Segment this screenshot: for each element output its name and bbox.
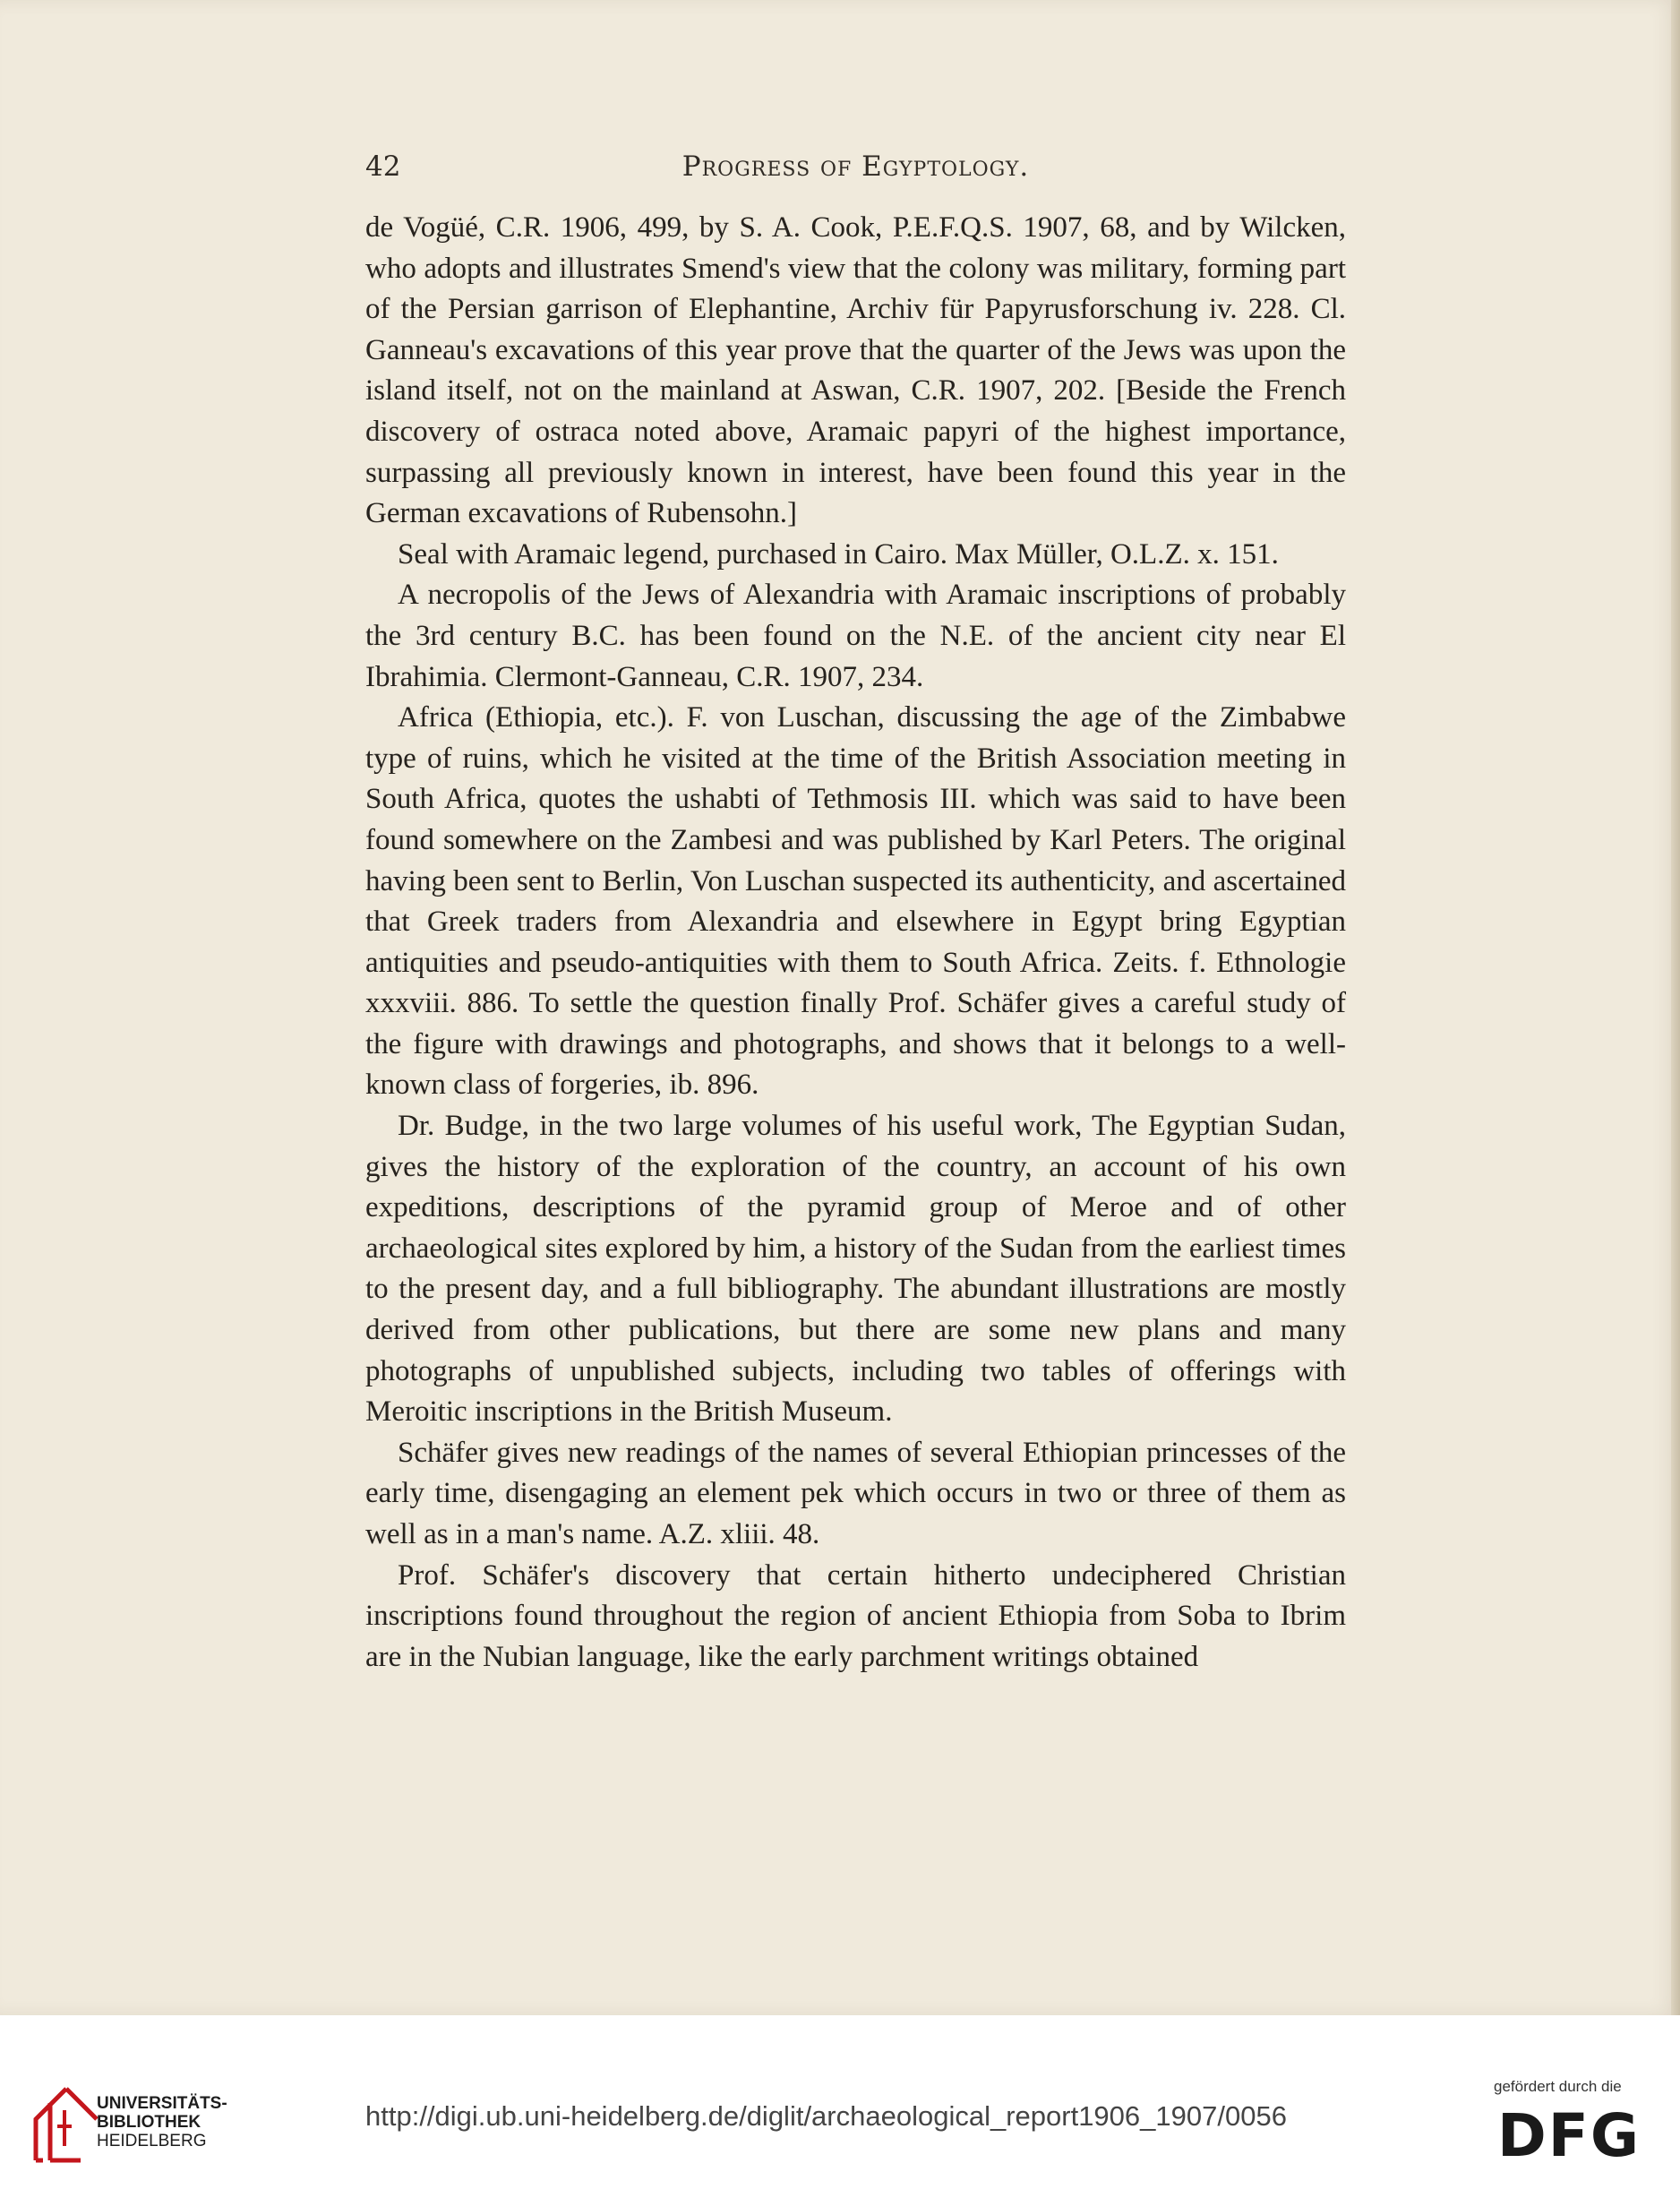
paragraph: A necropolis of the Jews of Alexandria with Aramaic inscriptions of probably the 3rd century B.C. has been found on the N.E. of the ancient city near El Ibrahimia. Clermont-Ganneau, C.R. 1907, 234.: [365, 579, 1346, 693]
library-name: [97, 2094, 227, 2150]
library-name-line: BIBLIOTHEK: [97, 2113, 201, 2132]
source-url-link[interactable]: http://digi.ub.uni-heidelberg.de/diglit/archaeological_report1906_1907/0056: [365, 2100, 1287, 2132]
paragraph: Seal with Aramaic legend, purchased in Cairo. Max Müller, O.L.Z. x. 151.: [398, 537, 1279, 571]
paragraph: Africa (Ethiopia, etc.). F. von Luschan, discussing the age of the Zimbabwe type of ruins, which he visited at the time of the British Association meeting in South Africa, quotes the ushabti of Tethmosis III. which was said to have been found somewhere on the Zambesi and was published by Karl Peters. The original having been sent to Berlin, Von Luschan suspected its authenticity, and ascertained that Greek traders from Alexandria and elsewhere in Egypt bring Egyptian antiquities and pseudo-antiquities with them to South Africa. Zeits. f. Ethnologie xxxviii. 886. To settle the question finally Prof. Schäfer gives a careful study of the figure with drawings and photographs, and shows that it belongs to a well-known class of forgeries, ib. 896.: [365, 701, 1346, 1102]
running-head-title: Progress of Egyptology.: [681, 150, 1030, 183]
page-number: 42: [365, 150, 401, 183]
library-name-line: HEIDELBERG: [97, 2132, 207, 2150]
dfg-logo: DFG: [1497, 2101, 1641, 2170]
running-head: [365, 147, 1346, 186]
paragraph: Prof. Schäfer's discovery that certain hitherto undeciphered Christian inscriptions found throughout the region of ancient Ethiopia from Soba to Ibrim are in the Nubian language, like the early parchment writings obtained: [365, 1558, 1346, 1673]
page-edge: [1671, 0, 1680, 2015]
paragraph: Schäfer gives new readings of the names of several Ethiopian princesses of the early time, disengaging an element pek which occurs in two or three of them as well as in a man's name. A.Z. xliii. 48.: [365, 1436, 1346, 1550]
body-text: [365, 208, 1346, 1678]
paragraph: de Vogüé, C.R. 1906, 499, by S. A. Cook, P.E.F.Q.S. 1907, 68, and by Wilcken, who adopts and illustrates Smend's view that the colony was military, forming part of the Persian garrison of Elephantine, Archiv für Papyrusforschung iv. 228. Cl. Ganneau's excavations of this year prove that the quarter of the Jews was upon the island itself, not on the mainland at Aswan, C.R. 1907, 202. [Beside the French discovery of ostraca noted above, Aramaic papyri of the highest importance, surpassing all previously known in interest, have been found this year in the German excavations of Rubensohn.]: [365, 211, 1346, 530]
funder-caption: gefördert durch die: [1494, 2078, 1622, 2095]
library-name-line: UNIVERSITÄTS-: [97, 2094, 227, 2113]
paragraph: Dr. Budge, in the two large volumes of his useful work, The Egyptian Sudan, gives the history of the exploration of the country, an account of his own expeditions, descriptions of the pyramid group of Meroe and of other archaeological sites explored by him, a history of the Sudan from the earliest times to the present day, and a full bibliography. The abundant illustrations are mostly derived from other publications, but there are some new plans and many photographs of unpublished subjects, including two tables of offerings with Meroitic inscriptions in the British Museum.: [365, 1110, 1346, 1429]
library-logo-icon: [27, 2083, 102, 2166]
footer-bar: [0, 2015, 1680, 2189]
